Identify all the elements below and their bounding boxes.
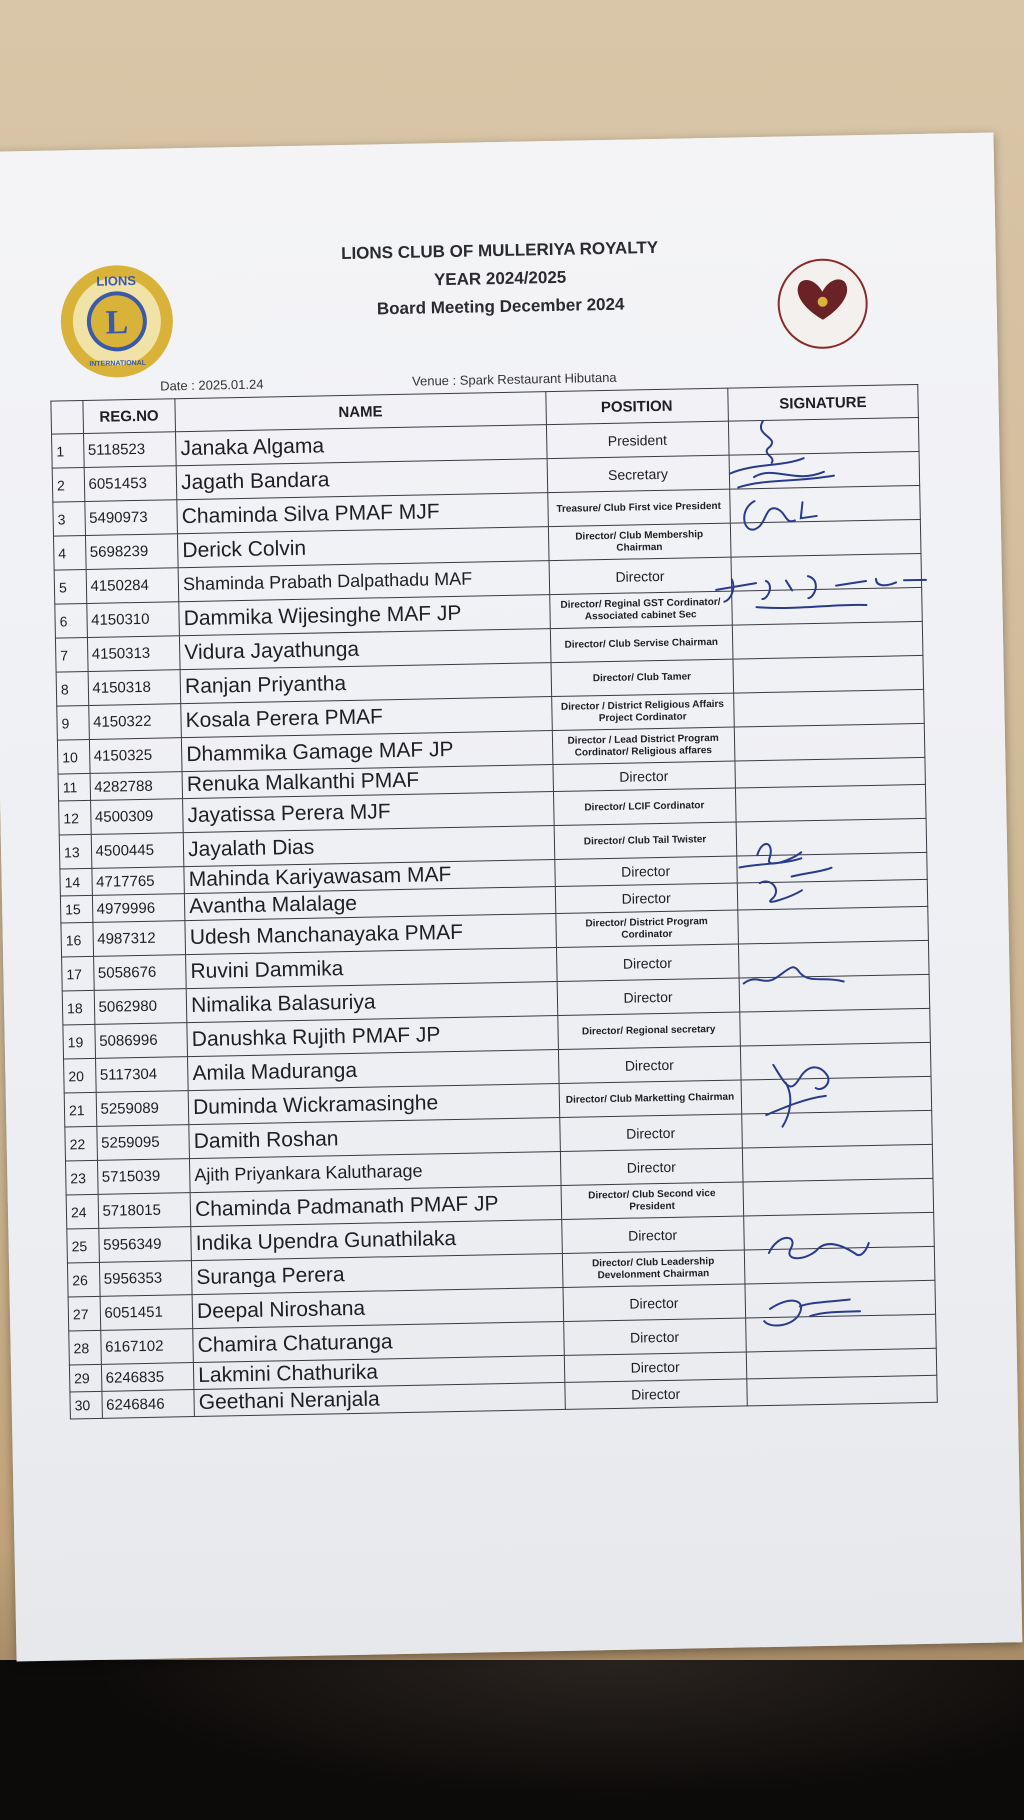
name-cell: Deepal Niroshana <box>192 1287 563 1328</box>
name-cell: Dammika Wijesinghe MAF JP <box>179 595 550 636</box>
row-number: 19 <box>63 1024 95 1059</box>
reg-no-cell: 4150313 <box>87 636 180 672</box>
name-cell: Mahinda Kariyawasam MAF <box>184 860 555 894</box>
reg-no-cell: 4150318 <box>88 670 181 706</box>
reg-no-cell: 4150325 <box>89 738 182 774</box>
signature-cell <box>736 818 927 856</box>
name-cell: Danushka Rujith PMAF JP <box>187 1016 558 1057</box>
attendance-sheet <box>0 132 1022 1661</box>
signature-cell <box>740 1042 931 1080</box>
name-cell: Ruvini Dammika <box>186 948 557 989</box>
signature-cell <box>742 1144 933 1182</box>
reg-no-cell: 6051451 <box>100 1295 193 1331</box>
position-cell: Director/ Club Tamer <box>551 659 734 696</box>
row-number: 28 <box>69 1330 101 1365</box>
col-reg-no: REG.NO <box>82 399 175 434</box>
reg-no-cell: 5259089 <box>96 1091 189 1127</box>
row-number: 2 <box>52 468 84 503</box>
position-cell: Director/ Reginal GST Cordinator/ Associated cabinet Sec <box>549 591 732 628</box>
row-number: 23 <box>65 1160 97 1195</box>
signature-cell <box>739 1008 930 1046</box>
col-position: POSITION <box>545 388 728 424</box>
name-cell: Suranga Perera <box>192 1253 563 1294</box>
position-cell: Director <box>558 1046 741 1083</box>
signature-cell <box>744 1246 935 1284</box>
attendance-rows <box>52 417 938 1418</box>
position-cell: Director <box>552 761 735 791</box>
position-cell: Director/ Regional secretary <box>557 1012 740 1049</box>
club-emblem-logo <box>776 257 870 351</box>
signature-cell <box>731 587 922 625</box>
row-number: 1 <box>52 434 84 469</box>
signature-cell <box>737 879 928 910</box>
reg-no-cell: 6246846 <box>101 1390 194 1419</box>
position-cell: Director/ Club Tail Twister <box>554 822 737 859</box>
signature-cell <box>735 784 926 822</box>
position-cell: Director <box>554 856 737 886</box>
reg-no-cell: 4987312 <box>92 921 185 957</box>
signature-cell <box>735 757 926 788</box>
position-cell: Director / District Religious Affairs Project Cordinator <box>551 693 734 730</box>
row-number: 30 <box>70 1391 102 1419</box>
signature-cell <box>731 553 922 591</box>
name-cell: Avantha Malalage <box>185 887 556 921</box>
signature-cell <box>745 1314 936 1352</box>
name-cell: Lakmini Chathurika <box>194 1355 565 1389</box>
signature-cell <box>729 451 920 489</box>
signature-cell <box>728 417 919 455</box>
position-cell: Director/ Club Second vice President <box>561 1182 744 1219</box>
position-cell: Secretary <box>547 455 730 492</box>
position-cell: Director/ Club Marketting Chairman <box>559 1080 742 1117</box>
reg-no-cell: 5118523 <box>83 432 176 468</box>
position-cell: President <box>546 421 729 458</box>
row-number: 3 <box>53 502 85 537</box>
background-floor <box>0 1660 1024 1820</box>
name-cell: Vidura Jayathunga <box>180 629 551 670</box>
position-cell: Director <box>560 1148 743 1185</box>
name-cell: Renuka Malkanthi PMAF <box>182 765 553 799</box>
name-cell: Ranjan Priyantha <box>180 663 551 704</box>
row-number: 4 <box>53 535 85 570</box>
signature-cell <box>741 1076 932 1114</box>
name-cell: Janaka Algama <box>176 425 547 466</box>
col-number <box>51 401 83 435</box>
name-cell: Udesh Manchanayaka PMAF <box>185 914 556 955</box>
position-cell: Director <box>557 978 740 1015</box>
signature-cell <box>743 1178 934 1216</box>
row-number: 9 <box>57 705 89 740</box>
reg-no-cell: 5698239 <box>85 534 178 570</box>
row-number: 8 <box>56 671 88 706</box>
signature-cell <box>746 1375 937 1406</box>
name-cell: Amila Maduranga <box>188 1050 559 1091</box>
club-title: LIONS CLUB OF MULLERIYA ROYALTY <box>340 237 659 264</box>
meeting-date: Date : 2025.01.24 <box>159 376 264 394</box>
name-cell: Chaminda Padmanath PMAF JP <box>190 1185 561 1226</box>
row-number: 29 <box>69 1364 101 1392</box>
position-cell: Director <box>556 944 739 981</box>
signature-cell <box>739 974 930 1012</box>
reg-no-cell: 5086996 <box>94 1023 187 1059</box>
reg-no-cell: 5956353 <box>99 1261 192 1297</box>
reg-no-cell: 6246835 <box>101 1363 194 1392</box>
reg-no-cell: 5058676 <box>93 955 186 991</box>
reg-no-cell: 5117304 <box>95 1057 188 1093</box>
reg-no-cell: 4717765 <box>91 867 184 896</box>
row-number: 7 <box>55 637 87 672</box>
name-cell: Chamira Chaturanga <box>193 1321 564 1362</box>
reg-no-cell: 4150284 <box>86 568 179 604</box>
name-cell: Chaminda Silva PMAF MJF <box>177 493 548 534</box>
position-cell: Director <box>555 883 738 913</box>
position-cell: Director/ District Program Cordinator <box>555 910 738 947</box>
year-title: YEAR 2024/2025 <box>433 267 567 290</box>
position-cell: Director <box>563 1318 746 1355</box>
row-number: 12 <box>59 800 91 835</box>
position-cell: Director <box>559 1114 742 1151</box>
name-cell: Dhammika Gamage MAF JP <box>182 731 553 772</box>
signature-cell <box>729 485 920 523</box>
name-cell: Nimalika Balasuriya <box>186 982 557 1023</box>
signature-cell <box>733 689 924 727</box>
name-cell: Jagath Bandara <box>176 459 547 500</box>
reg-no-cell: 6167102 <box>100 1329 193 1365</box>
row-number: 15 <box>60 895 92 923</box>
name-cell: Shaminda Prabath Dalpathadu MAF <box>178 561 549 602</box>
name-cell: Damith Roshan <box>189 1117 560 1158</box>
name-cell: Indika Upendra Gunathilaka <box>191 1219 562 1260</box>
name-cell: Jayatissa Perera MJF <box>183 792 554 833</box>
row-number: 11 <box>58 773 90 801</box>
document-header <box>309 233 691 324</box>
reg-no-cell: 5490973 <box>84 500 177 536</box>
svg-text:INTERNATIONAL: INTERNATIONAL <box>89 359 147 368</box>
meeting-title: Board Meeting December 2024 <box>376 294 625 319</box>
row-number: 21 <box>64 1092 96 1127</box>
col-signature: SIGNATURE <box>727 384 918 421</box>
row-number: 26 <box>67 1262 99 1297</box>
row-number: 14 <box>60 868 92 896</box>
position-cell: Director <box>564 1352 747 1382</box>
signature-cell <box>732 621 923 659</box>
row-number: 6 <box>55 603 87 638</box>
reg-no-cell: 5259095 <box>96 1125 189 1161</box>
signature-cell <box>738 940 929 978</box>
reg-no-cell: 6051453 <box>84 466 177 502</box>
row-number: 22 <box>65 1126 97 1161</box>
reg-no-cell: 4500309 <box>90 799 183 835</box>
row-number: 13 <box>59 834 91 869</box>
name-cell: Ajith Priyankara Kalutharage <box>190 1151 561 1192</box>
reg-no-cell: 4979996 <box>92 894 185 923</box>
position-cell: Treasure/ Club First vice President <box>547 489 730 526</box>
reg-no-cell: 4282788 <box>90 772 183 801</box>
signature-cell <box>734 723 925 761</box>
row-number: 25 <box>67 1228 99 1263</box>
row-number: 20 <box>64 1058 96 1093</box>
svg-text:L: L <box>105 304 129 342</box>
name-cell: Duminda Wickramasinghe <box>188 1084 559 1125</box>
position-cell: Director <box>563 1284 746 1321</box>
name-cell: Kosala Perera PMAF <box>181 697 552 738</box>
svg-text:LIONS: LIONS <box>96 272 137 289</box>
attendance-table <box>50 384 937 1419</box>
reg-no-cell: 5715039 <box>97 1159 190 1195</box>
signature-cell <box>736 852 927 883</box>
reg-no-cell: 4150322 <box>88 704 181 740</box>
reg-no-cell: 4500445 <box>91 833 184 869</box>
position-cell: Director <box>561 1216 744 1253</box>
reg-no-cell: 5956349 <box>98 1227 191 1263</box>
row-number: 16 <box>61 922 93 957</box>
meeting-venue: Venue : Spark Restaurant Hibutana <box>411 369 617 389</box>
signature-cell <box>737 906 928 944</box>
name-cell: Geethani Neranjala <box>194 1382 565 1416</box>
name-cell: Derick Colvin <box>178 527 549 568</box>
row-number: 17 <box>62 956 94 991</box>
reg-no-cell: 5718015 <box>98 1193 191 1229</box>
signature-cell <box>746 1348 937 1379</box>
signature-cell <box>743 1212 934 1250</box>
lions-international-logo <box>56 260 178 382</box>
position-cell: Director/ LCIF Cordinator <box>553 788 736 825</box>
signature-cell <box>733 655 924 693</box>
position-cell: Director <box>549 557 732 594</box>
position-cell: Director/ Club Leadership Develonment Chairman <box>562 1250 745 1287</box>
col-name: NAME <box>175 392 546 432</box>
reg-no-cell: 5062980 <box>94 989 187 1025</box>
position-cell: Director / Lead District Program Cordinator/ Religious affares <box>552 727 735 764</box>
row-number: 18 <box>62 990 94 1025</box>
position-cell: Director/ Club Servise Chairman <box>550 625 733 662</box>
row-number: 10 <box>57 739 89 774</box>
position-cell: Director/ Club Membership Chairman <box>548 523 731 560</box>
row-number: 24 <box>66 1194 98 1229</box>
signature-cell <box>741 1110 932 1148</box>
name-cell: Jayalath Dias <box>183 826 554 867</box>
signature-cell <box>730 519 921 557</box>
position-cell: Director <box>564 1379 747 1409</box>
reg-no-cell: 4150310 <box>86 602 179 638</box>
signature-cell <box>745 1280 936 1318</box>
row-number: 27 <box>68 1296 100 1331</box>
row-number: 5 <box>54 569 86 604</box>
